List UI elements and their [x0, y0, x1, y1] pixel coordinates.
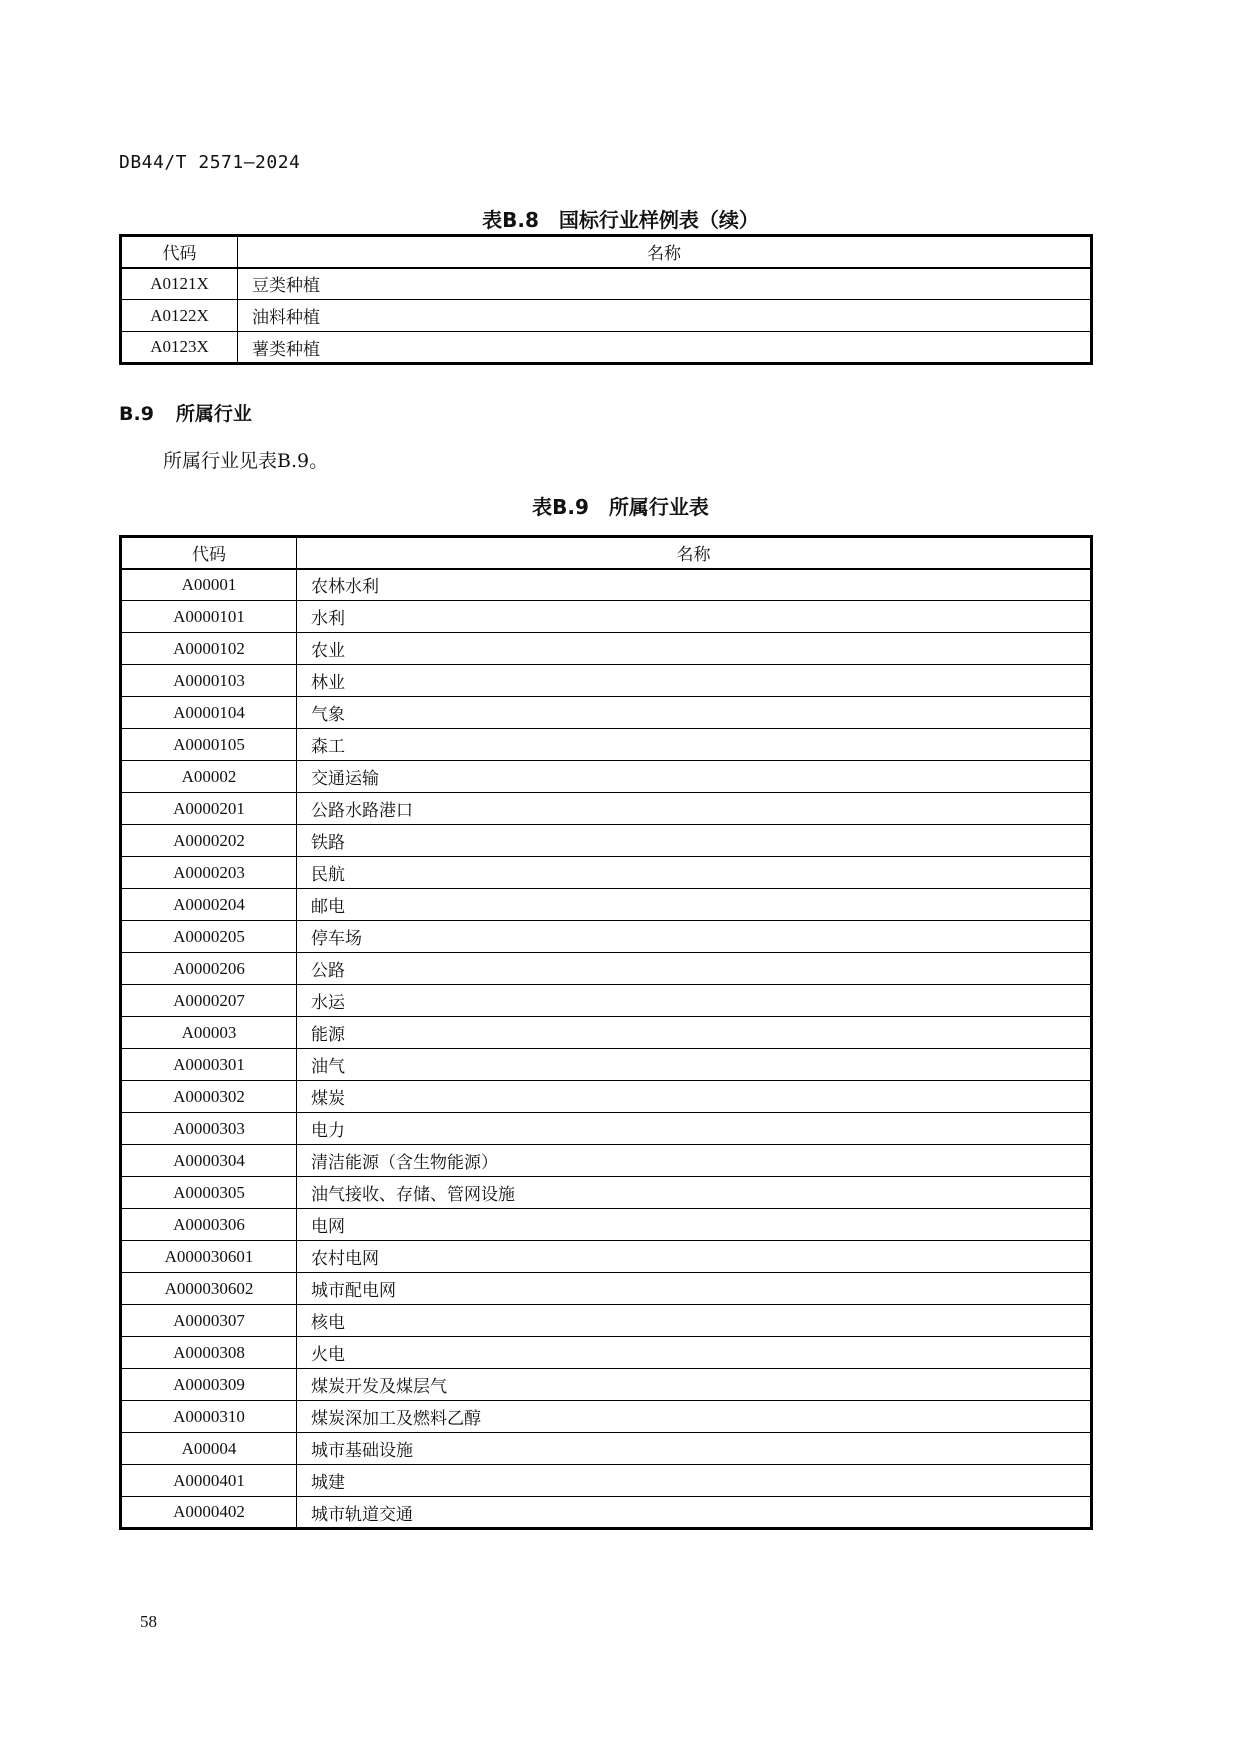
cell-code: A000030602 [121, 1273, 297, 1305]
table-row [121, 1369, 1092, 1401]
table-row [121, 300, 1092, 332]
cell-code: A0000306 [121, 1209, 297, 1241]
cell-code: A0000207 [121, 985, 297, 1017]
cell-code: A0000203 [121, 857, 297, 889]
cell-name: 油气接收、存储、管网设施 [297, 1177, 1092, 1209]
cell-name: 电网 [297, 1209, 1092, 1241]
cell-code: A0000309 [121, 1369, 297, 1401]
table-row [121, 665, 1092, 697]
cell-name: 公路 [297, 953, 1092, 985]
table-b9 [119, 535, 1093, 1530]
cell-name: 薯类种植 [238, 332, 1092, 364]
section-title: 所属行业 [175, 403, 252, 425]
cell-code: A00004 [121, 1433, 297, 1465]
cell-code: A0000301 [121, 1049, 297, 1081]
column-header-code: 代码 [121, 236, 238, 268]
table-row [121, 1113, 1092, 1145]
table-row [121, 1273, 1092, 1305]
table-row [121, 633, 1092, 665]
cell-name: 气象 [297, 697, 1092, 729]
cell-name: 水利 [297, 601, 1092, 633]
table-row [121, 1401, 1092, 1433]
table-b8 [119, 234, 1093, 365]
table-row [121, 761, 1092, 793]
table-row [121, 1337, 1092, 1369]
section-paragraph: 所属行业见表B.9。 [163, 450, 329, 472]
cell-name: 铁路 [297, 825, 1092, 857]
table-row [121, 1241, 1092, 1273]
cell-name: 清洁能源（含生物能源） [297, 1145, 1092, 1177]
cell-name: 公路水路港口 [297, 793, 1092, 825]
table-row [121, 1433, 1092, 1465]
cell-name: 城市基础设施 [297, 1433, 1092, 1465]
cell-code: A0000201 [121, 793, 297, 825]
cell-name: 邮电 [297, 889, 1092, 921]
cell-code: A000030601 [121, 1241, 297, 1273]
cell-name: 城市配电网 [297, 1273, 1092, 1305]
table-row [121, 825, 1092, 857]
cell-code: A0000303 [121, 1113, 297, 1145]
table-row [121, 569, 1092, 601]
table-row [121, 1081, 1092, 1113]
cell-code: A00002 [121, 761, 297, 793]
cell-name: 油气 [297, 1049, 1092, 1081]
cell-name: 森工 [297, 729, 1092, 761]
cell-code: A0000205 [121, 921, 297, 953]
cell-code: A0000202 [121, 825, 297, 857]
cell-name: 能源 [297, 1017, 1092, 1049]
cell-code: A0000103 [121, 665, 297, 697]
cell-name: 农业 [297, 633, 1092, 665]
table-row [121, 1017, 1092, 1049]
cell-code: A0123X [121, 332, 238, 364]
table-row [121, 697, 1092, 729]
cell-code: A0000310 [121, 1401, 297, 1433]
cell-code: A0000101 [121, 601, 297, 633]
cell-code: A0000307 [121, 1305, 297, 1337]
section-heading [119, 399, 252, 426]
cell-name: 煤炭深加工及燃料乙醇 [297, 1401, 1092, 1433]
cell-name: 民航 [297, 857, 1092, 889]
cell-code: A0000401 [121, 1465, 297, 1497]
document-id: DB44/T 2571—2024 [119, 152, 301, 173]
table-row [121, 601, 1092, 633]
cell-name: 煤炭开发及煤层气 [297, 1369, 1092, 1401]
table-b9-body [121, 569, 1092, 1529]
table-b8-caption: 表B.8 国标行业样例表（续） [482, 208, 759, 232]
cell-name: 交通运输 [297, 761, 1092, 793]
table-row [121, 921, 1092, 953]
cell-name: 停车场 [297, 921, 1092, 953]
cell-name: 豆类种植 [238, 268, 1092, 300]
cell-name: 火电 [297, 1337, 1092, 1369]
column-header-name: 名称 [238, 236, 1092, 268]
table-row [121, 1465, 1092, 1497]
cell-code: A0000308 [121, 1337, 297, 1369]
column-header-name: 名称 [297, 537, 1092, 569]
table-row [121, 793, 1092, 825]
cell-code: A0121X [121, 268, 238, 300]
cell-code: A0000102 [121, 633, 297, 665]
page-number: 58 [140, 1612, 157, 1631]
cell-name: 城市轨道交通 [297, 1497, 1092, 1529]
cell-code: A00001 [121, 569, 297, 601]
cell-name: 油料种植 [238, 300, 1092, 332]
cell-code: A0000204 [121, 889, 297, 921]
table-header-row [121, 236, 1092, 268]
cell-name: 电力 [297, 1113, 1092, 1145]
cell-code: A0000304 [121, 1145, 297, 1177]
table-row [121, 857, 1092, 889]
table-row [121, 268, 1092, 300]
column-header-code: 代码 [121, 537, 297, 569]
table-row [121, 1049, 1092, 1081]
cell-code: A00003 [121, 1017, 297, 1049]
cell-name: 煤炭 [297, 1081, 1092, 1113]
cell-code: A0000305 [121, 1177, 297, 1209]
cell-code: A0000302 [121, 1081, 297, 1113]
cell-code: A0000206 [121, 953, 297, 985]
cell-name: 核电 [297, 1305, 1092, 1337]
section-number: B.9 [119, 403, 154, 425]
table-row [121, 1305, 1092, 1337]
cell-code: A0122X [121, 300, 238, 332]
table-row [121, 729, 1092, 761]
table-row [121, 332, 1092, 364]
cell-name: 农村电网 [297, 1241, 1092, 1273]
cell-code: A0000105 [121, 729, 297, 761]
cell-name: 水运 [297, 985, 1092, 1017]
table-row [121, 985, 1092, 1017]
table-row [121, 1209, 1092, 1241]
cell-name: 林业 [297, 665, 1092, 697]
table-b9-caption: 表B.9 所属行业表 [532, 495, 709, 519]
table-row [121, 1497, 1092, 1529]
table-row [121, 889, 1092, 921]
cell-name: 农林水利 [297, 569, 1092, 601]
cell-code: A0000402 [121, 1497, 297, 1529]
table-row [121, 1145, 1092, 1177]
cell-name: 城建 [297, 1465, 1092, 1497]
table-header-row [121, 537, 1092, 569]
cell-code: A0000104 [121, 697, 297, 729]
table-row [121, 953, 1092, 985]
table-row [121, 1177, 1092, 1209]
table-b8-body [121, 268, 1092, 364]
